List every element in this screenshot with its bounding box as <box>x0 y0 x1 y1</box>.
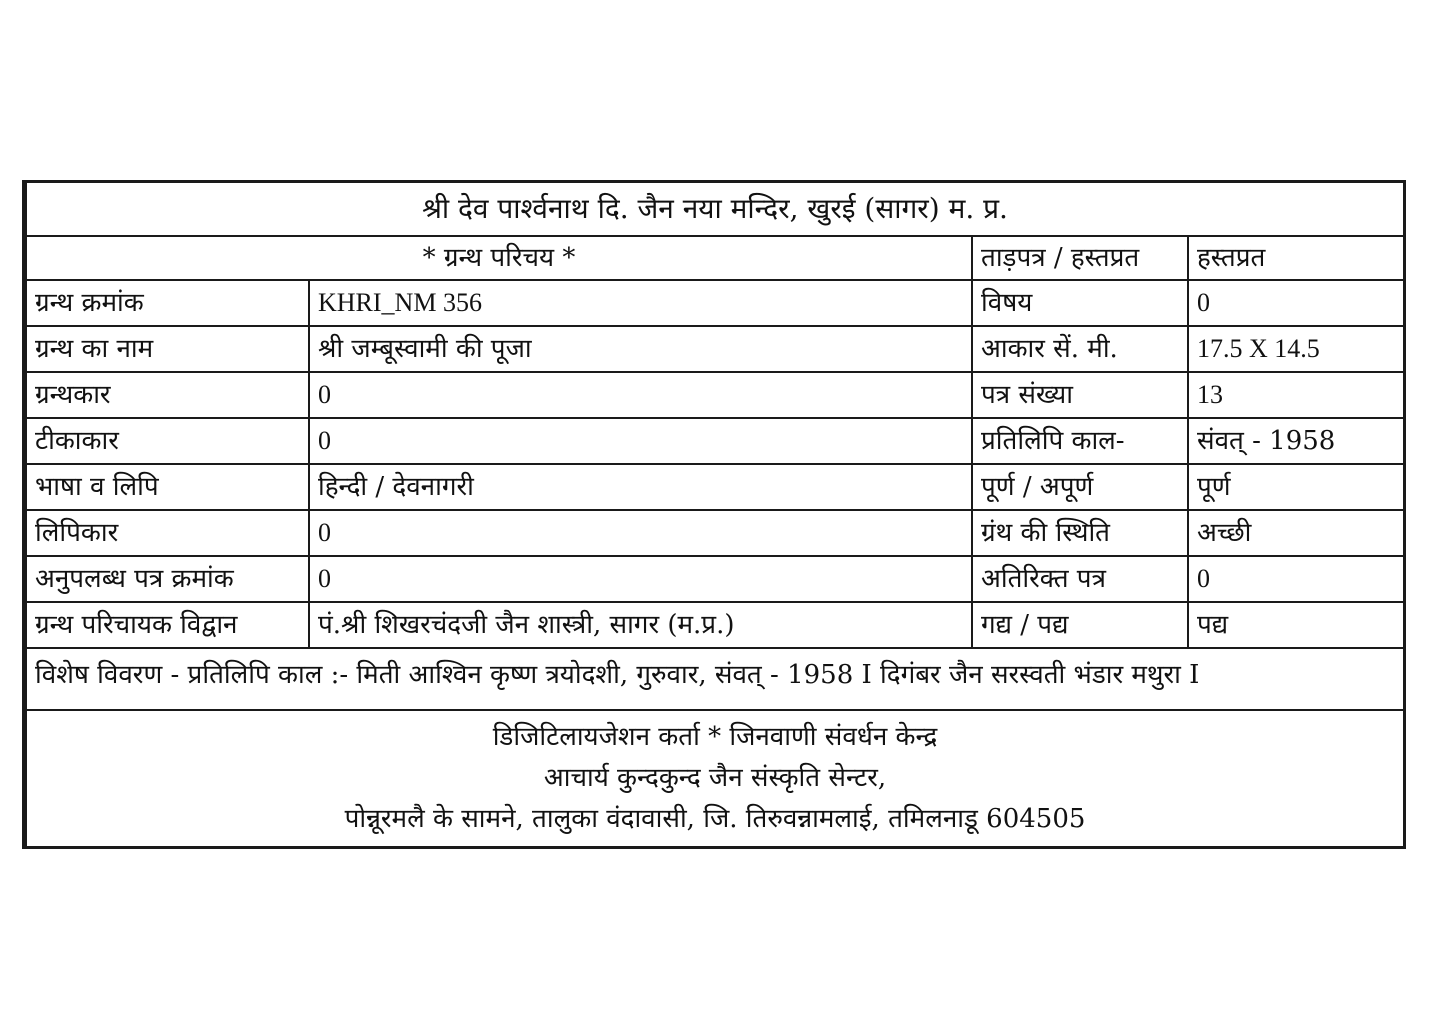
section-heading: * ग्रन्थ परिचय * <box>26 236 972 280</box>
table-row <box>26 510 1404 556</box>
lipikar-label: लिपिकार <box>26 510 309 556</box>
granth-naam-value: श्री जम्बूस्वामी की पूजा <box>309 326 972 372</box>
table-row <box>26 602 1404 648</box>
sthiti-value: अच्छी <box>1188 510 1404 556</box>
granthkar-value: 0 <box>309 372 972 418</box>
footer <box>26 710 1404 846</box>
medium-label: ताड़पत्र / हस्तप्रत <box>972 236 1188 280</box>
title-row <box>26 183 1404 236</box>
vishay-value: 0 <box>1188 280 1404 326</box>
table-row <box>26 556 1404 602</box>
remarks-row <box>26 648 1404 710</box>
table-row <box>26 280 1404 326</box>
anupalabdh-value: 0 <box>309 556 972 602</box>
pratilipi-kaal-value: संवत् - 1958 <box>1188 418 1404 464</box>
table-row <box>26 464 1404 510</box>
aakar-value: 17.5 X 14.5 <box>1188 326 1404 372</box>
sthiti-label: ग्रंथ की स्थिति <box>972 510 1188 556</box>
footer-line-3: पोन्नूरमलै के सामने, तालुका वंदावासी, जि. तिरुवन्नामलाई, तमिलनाडू 604505 <box>344 804 1086 835</box>
vidwan-label: ग्रन्थ परिचायक विद्वान <box>26 602 309 648</box>
manuscript-info-card <box>22 180 1406 849</box>
atirikt-label: अतिरिक्त पत्र <box>972 556 1188 602</box>
info-table <box>25 183 1405 846</box>
table-row <box>26 326 1404 372</box>
patra-sankhya-value: 13 <box>1188 372 1404 418</box>
table-row <box>26 418 1404 464</box>
pratilipi-kaal-label: प्रतिलिपि काल- <box>972 418 1188 464</box>
anupalabdh-label: अनुपलब्ध पत्र क्रमांक <box>26 556 309 602</box>
purna-label: पूर्ण / अपूर्ण <box>972 464 1188 510</box>
table-row <box>26 372 1404 418</box>
granth-kramank-label: ग्रन्थ क्रमांक <box>26 280 309 326</box>
gadya-padya-label: गद्य / पद्य <box>972 602 1188 648</box>
granth-naam-label: ग्रन्थ का नाम <box>26 326 309 372</box>
granthkar-label: ग्रन्थकार <box>26 372 309 418</box>
intro-row <box>26 236 1404 280</box>
lipikar-value: 0 <box>309 510 972 556</box>
remarks-text: विशेष विवरण - प्रतिलिपि काल :- मिती आश्विन कृष्ण त्रयोदशी, गुरुवार, संवत् - 1958 I दिगंबर जैन सरस्वती भंडार मथुरा I <box>26 648 1404 710</box>
footer-line-2: आचार्य कुन्दकुन्द जैन संस्कृति सेन्टर, <box>543 763 887 794</box>
vidwan-value: पं.श्री शिखरचंदजी जैन शास्त्री, सागर (म.प्र.) <box>309 602 972 648</box>
atirikt-value: 0 <box>1188 556 1404 602</box>
purna-value: पूर्ण <box>1188 464 1404 510</box>
page-title: श्री देव पार्श्वनाथ दि. जैन नया मन्दिर, खुरई (सागर) म. प्र. <box>26 183 1404 236</box>
tikakar-value: 0 <box>309 418 972 464</box>
aakar-label: आकार सें. मी. <box>972 326 1188 372</box>
patra-sankhya-label: पत्र संख्या <box>972 372 1188 418</box>
bhasha-lipi-value: हिन्दी / देवनागरी <box>309 464 972 510</box>
gadya-padya-value: पद्य <box>1188 602 1404 648</box>
vishay-label: विषय <box>972 280 1188 326</box>
footer-line-1: डिजिटिलायजेशन कर्ता * जिनवाणी संवर्धन केन्द्र <box>492 722 938 753</box>
medium-value: हस्तप्रत <box>1188 236 1404 280</box>
granth-kramank-value: KHRI_NM 356 <box>309 280 972 326</box>
bhasha-lipi-label: भाषा व लिपि <box>26 464 309 510</box>
footer-row <box>26 710 1404 846</box>
tikakar-label: टीकाकार <box>26 418 309 464</box>
